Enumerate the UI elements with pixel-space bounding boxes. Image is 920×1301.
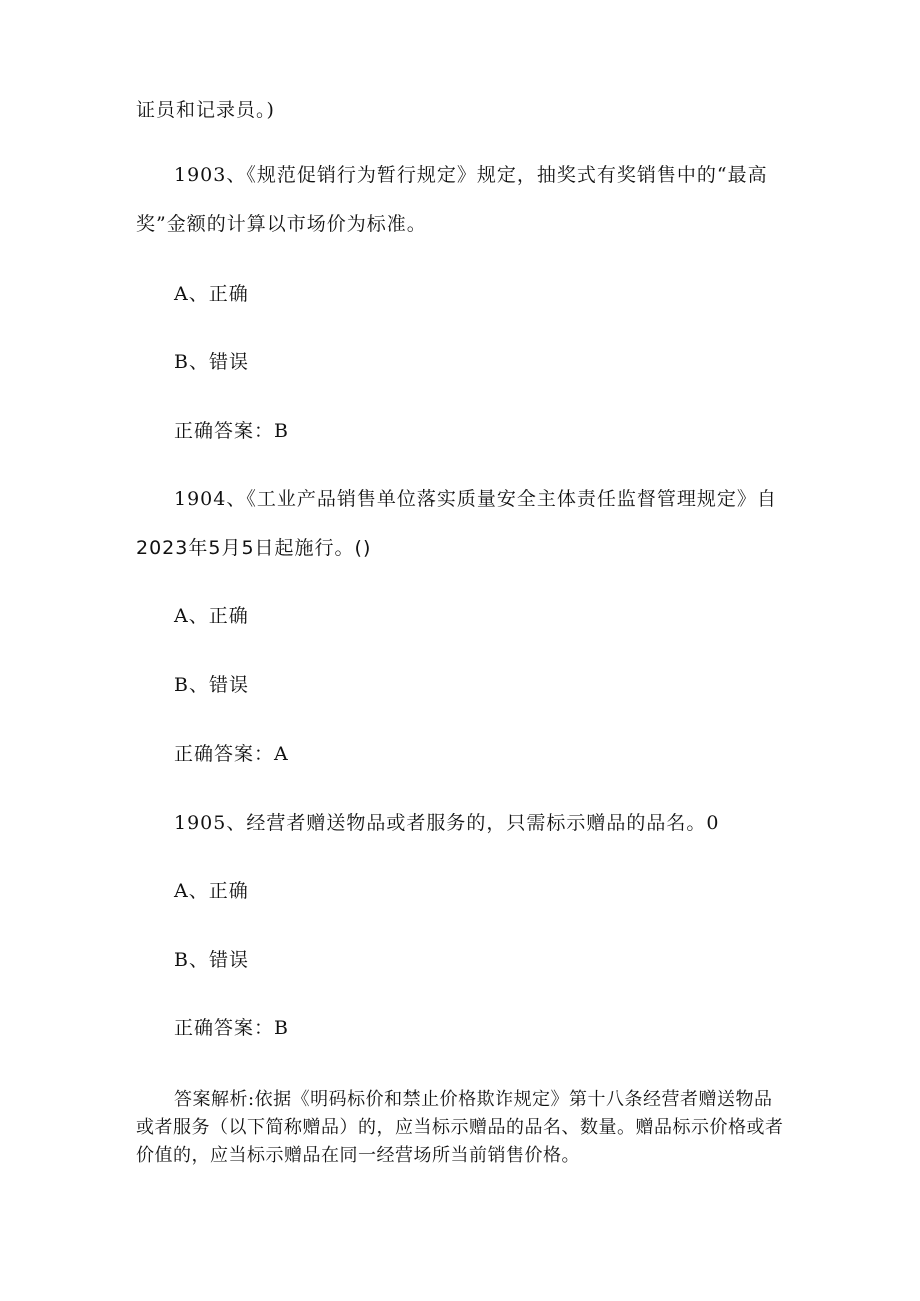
- continuation-text: 证员和记录员。): [136, 99, 275, 121]
- question-text-line1: 1905、经营者赠送物品或者服务的，只需标示赠品的品名。0: [174, 812, 720, 834]
- option-b: B、错误: [174, 351, 249, 373]
- question-text-line1: 1903、《规范促销行为暂行规定》规定，抽奖式有奖销售中的“最高: [174, 164, 768, 186]
- option-a: A、正确: [174, 605, 249, 627]
- option-b: B、错误: [174, 674, 249, 696]
- option-a: A、正确: [174, 283, 249, 305]
- correct-answer: 正确答案：B: [174, 1017, 289, 1039]
- correct-answer: 正确答案：B: [174, 420, 289, 442]
- correct-answer: 正确答案：A: [174, 743, 289, 765]
- answer-explanation: 答案解析:依据《明码标价和禁止价格欺诈规定》第十八条经营者赠送物品或者服务（以下简称赠品）的，应当标示赠品的品名、数量。赠品标示价格或者价值的，应当标示赠品在同一经营场所当前销售价格。: [136, 1089, 784, 1166]
- option-b: B、错误: [174, 949, 249, 971]
- option-a: A、正确: [174, 880, 249, 902]
- question-text-line1: 1904、《工业产品销售单位落实质量安全主体责任监督管理规定》自: [174, 488, 777, 510]
- question-text-line2: 奖”金额的计算以市场价为标准。: [136, 213, 427, 235]
- question-text-line2: 2023年5月5日起施行。(): [136, 537, 372, 559]
